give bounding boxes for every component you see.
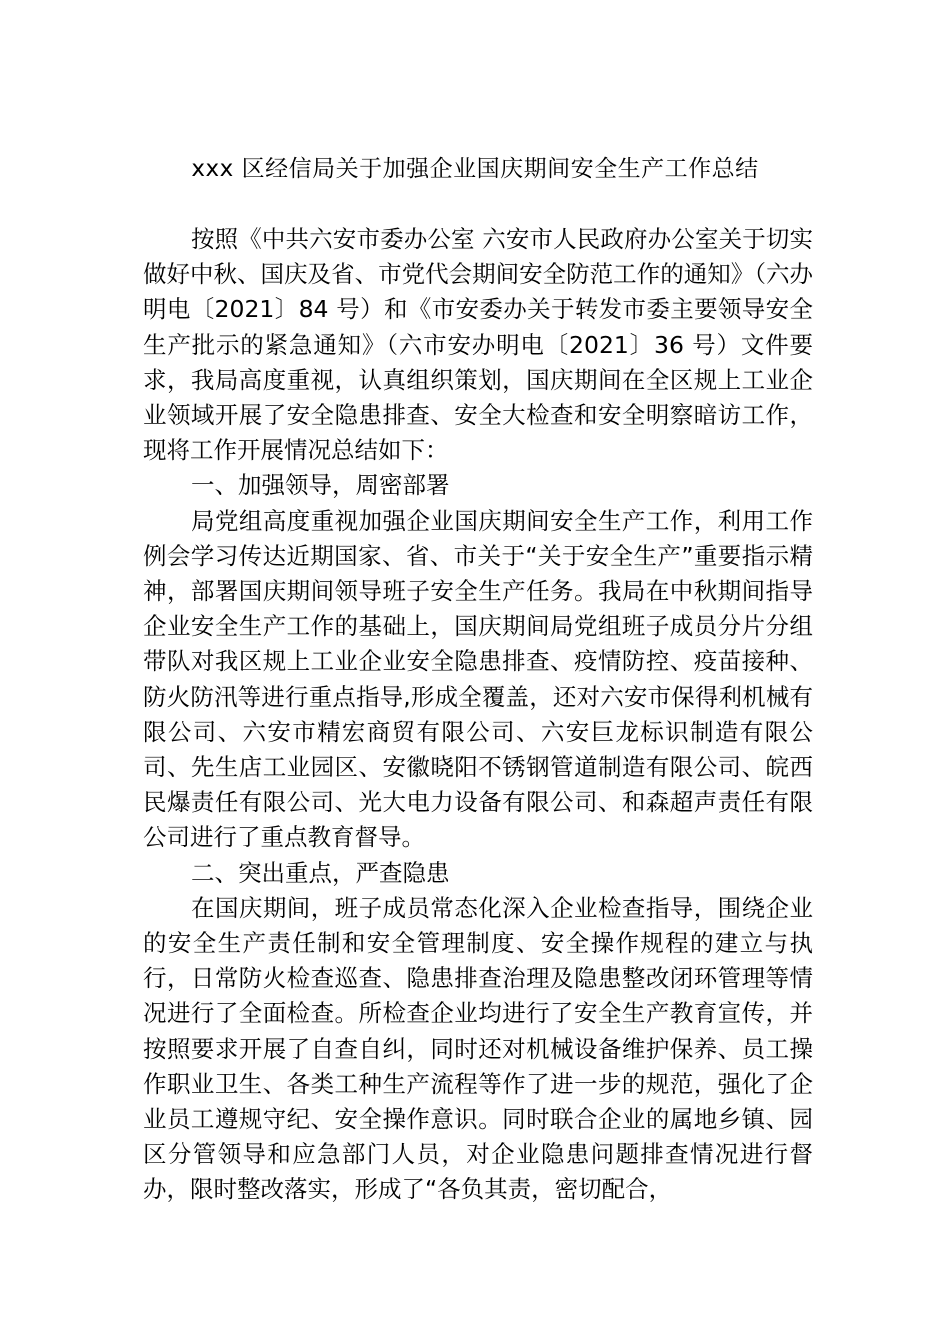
- section-heading-1: 一、加强领导，周密部署: [191, 471, 450, 500]
- document-body: [143, 222, 813, 1208]
- paragraph-intro: 按照《中共六安市委办公室 六安市人民政府办公室关于切实做好中秋、国庆及省、市党代会期间安全防范工作的通知》（六办明电〔2021〕84 号）和《市安委办关于转发市委主要领导安全生产批示的紧急通知》（六市安办明电〔2021〕36 号）文件要求，我局高度重视，认真组织策划，国庆期间在全区规上工业企业领域开展了安全隐患排查、安全大检查和安全明察暗访工作，现将工作开展情况总结如下：: [143, 225, 813, 465]
- document-title: xxx 区经信局关于加强企业国庆期间安全生产工作总结: [191, 156, 759, 182]
- paragraph-section-2: 在国庆期间，班子成员常态化深入企业检查指导，围绕企业的安全生产责任制和安全管理制度、安全操作规程的建立与执行，日常防火检查巡查、隐患排查治理及隐患整改闭环管理等情况进行了全面检查。所检查企业均进行了安全生产教育宣传，并按照要求开展了自查自纠，同时还对机械设备维护保养、员工操作职业卫生、各类工种生产流程等作了进一步的规范，强化了企业员工遵规守纪、安全操作意识。同时联合企业的属地乡镇、园区分管领导和应急部门人员，对企业隐患问题排查情况进行督办，限时整改落实，形成了“各负其责，密切配合，: [143, 893, 813, 1204]
- section-heading-2: 二、突出重点，严查隐患: [191, 858, 450, 887]
- paragraph-section-1: 局党组高度重视加强企业国庆期间安全生产工作，利用工作例会学习传达近期国家、省、市关于“关于安全生产”重要指示精神，部署国庆期间领导班子安全生产任务。我局在中秋期间指导企业安全生产工作的基础上，国庆期间局党组班子成员分片分组带队对我区规上工业企业安全隐患排查、疫情防控、疫苗接种、防火防汛等进行重点指导,形成全覆盖，还对六安市保得利机械有限公司、六安市精宏商贸有限公司、六安巨龙标识制造有限公司、先生店工业园区、安徽晓阳不锈钢管道制造有限公司、皖西民爆责任有限公司、光大电力设备有限公司、和森超声责任有限公司进行了重点教育督导。: [143, 506, 813, 852]
